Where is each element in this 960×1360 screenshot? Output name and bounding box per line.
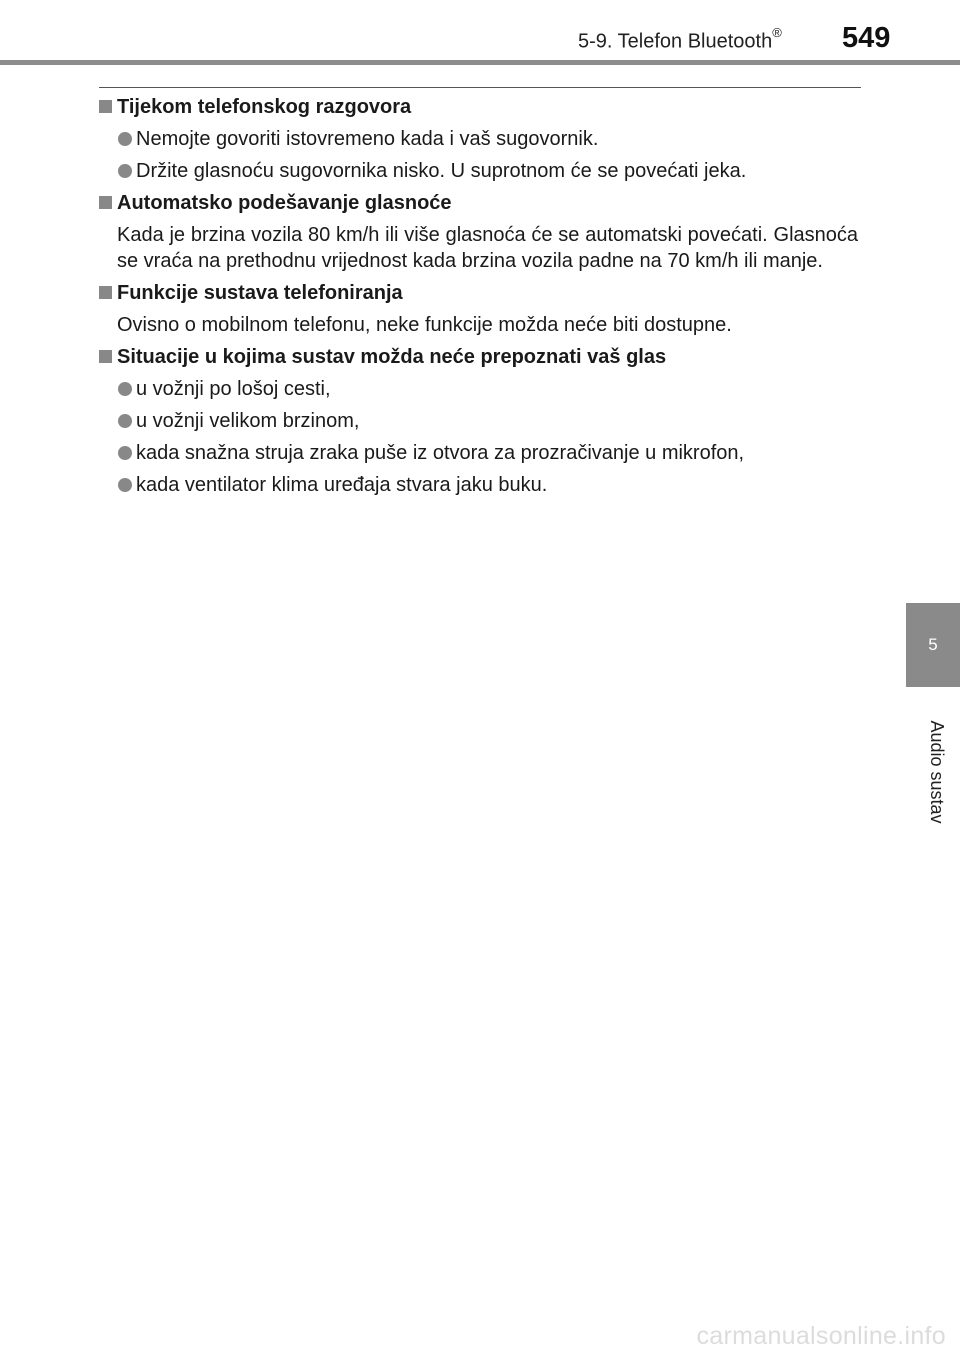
circle-bullet-icon bbox=[118, 446, 132, 460]
header-rule bbox=[99, 87, 861, 88]
registered-mark: ® bbox=[772, 25, 782, 40]
chapter-number: 5 bbox=[928, 635, 938, 654]
list-item: u vožnji velikom brzinom, bbox=[98, 408, 858, 434]
section-paragraph: Ovisno o mobilnom telefonu, neke funkcije možda neće biti dostupne. bbox=[117, 314, 732, 336]
section-title: 5-9. Telefon Bluetooth® bbox=[578, 25, 782, 53]
list-item: Držite glasnoću sugovornika nisko. U suprotnom će se povećati jeka. bbox=[98, 158, 858, 184]
square-bullet-icon bbox=[99, 196, 112, 209]
section-heading: Tijekom telefonskog razgovora bbox=[98, 94, 858, 120]
watermark: carmanualsonline.info bbox=[696, 1322, 946, 1350]
list-item: u vožnji po lošoj cesti, bbox=[98, 376, 858, 402]
page-content bbox=[98, 94, 858, 504]
list-item: kada ventilator klima uređaja stvara jaku buku. bbox=[98, 472, 858, 498]
circle-bullet-icon bbox=[118, 132, 132, 146]
page-number: 549 bbox=[842, 22, 891, 54]
square-bullet-icon bbox=[99, 100, 112, 113]
header-bar bbox=[0, 60, 960, 65]
chapter-tab bbox=[906, 603, 960, 687]
circle-bullet-icon bbox=[118, 382, 132, 396]
chapter-label: Audio sustav bbox=[927, 720, 947, 824]
circle-bullet-icon bbox=[118, 478, 132, 492]
circle-bullet-icon bbox=[118, 164, 132, 178]
square-bullet-icon bbox=[99, 350, 112, 363]
list-item: kada snažna struja zraka puše iz otvora za prozračivanje u mikrofon, bbox=[98, 440, 858, 466]
section-paragraph: Kada je brzina vozila 80 km/h ili više glasnoća će se automatski povećati. Glasnoća se vraća na prethodnu vrijednost kada brzina vozila padne na 70 km/h ili manje. bbox=[117, 224, 858, 272]
section-heading: Funkcije sustava telefoniranja bbox=[98, 280, 858, 306]
square-bullet-icon bbox=[99, 286, 112, 299]
circle-bullet-icon bbox=[118, 414, 132, 428]
section-heading: Situacije u kojima sustav možda neće prepoznati vaš glas bbox=[98, 344, 858, 370]
list-item: Nemojte govoriti istovremeno kada i vaš sugovornik. bbox=[98, 126, 858, 152]
section-heading: Automatsko podešavanje glasnoće bbox=[98, 190, 858, 216]
